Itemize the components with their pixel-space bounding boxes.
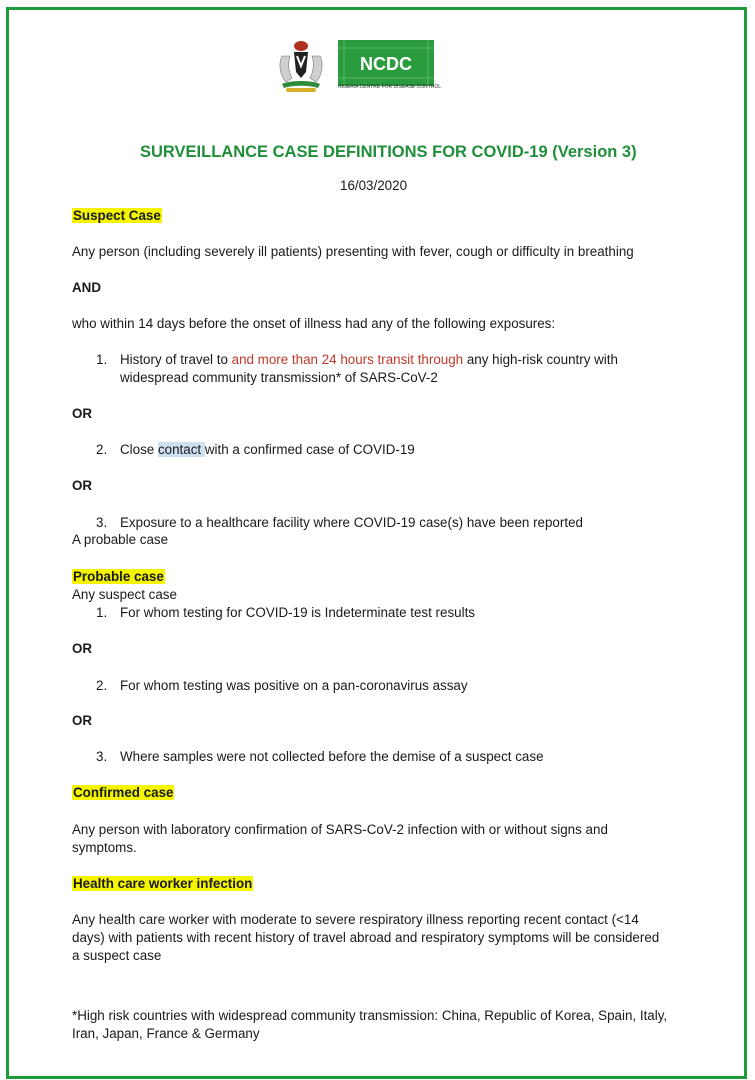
suspect-item-2: Close contact with a confirmed case of COVID-19 (120, 442, 415, 457)
suspect-item-3: Exposure to a healthcare facility where COVID-19 case(s) have been reported (120, 515, 583, 530)
or-label: OR (72, 478, 93, 493)
list-number: 3. (96, 749, 108, 764)
list-number: 2. (96, 678, 108, 693)
footnote-line-2: Iran, Japan, France & Germany (72, 1026, 260, 1041)
exposure-intro: who within 14 days before the onset of illness had any of the following exposures: (72, 316, 556, 331)
confirmed-line-1: Any person with laboratory confirmation of SARS-CoV-2 infection with or without signs and (72, 822, 608, 837)
suspect-item-1: History of travel to and more than 24 hours transit through any high-risk country with (120, 352, 618, 367)
confirmed-heading: Confirmed case (73, 785, 174, 800)
list-number: 1. (96, 605, 108, 620)
probable-heading: Probable case (73, 569, 164, 584)
hcw-heading: Health care worker infection (73, 876, 253, 891)
probable-item-3: Where samples were not collected before the demise of a suspect case (120, 749, 544, 764)
ncdc-logo-icon (338, 40, 434, 86)
suspect-heading: Suspect Case (73, 208, 161, 223)
ncdc-subtitle: NIGERIA CENTRE FOR DISEASE CONTROL (338, 84, 442, 90)
list-number: 1. (96, 352, 108, 367)
or-label: OR (72, 713, 93, 728)
probable-item-2: For whom testing was positive on a pan-coronavirus assay (120, 678, 468, 693)
hcw-line-1: Any health care worker with moderate to severe respiratory illness reporting recent contact (<14 (72, 912, 639, 927)
and-label: AND (72, 280, 102, 295)
suspect-intro: Any person (including severely ill patients) presenting with fever, cough or difficulty in breathing (72, 244, 634, 259)
probable-note: A probable case (72, 532, 169, 547)
coat-of-arms-icon (272, 38, 330, 94)
suspect-item-1-line2: widespread community transmission* of SARS-CoV-2 (120, 370, 438, 385)
page-title: SURVEILLANCE CASE DEFINITIONS FOR COVID-19 (Version 3) (140, 143, 637, 161)
hcw-line-3: a suspect case (72, 948, 162, 963)
hcw-line-2: days) with patients with recent history of travel abroad and respiratory symptoms will be considered (72, 930, 660, 945)
or-label: OR (72, 641, 93, 656)
list-number: 3. (96, 515, 108, 530)
list-number: 2. (96, 442, 108, 457)
ncdc-logo-text: NCDC (360, 54, 412, 74)
probable-intro: Any suspect case (72, 587, 177, 602)
footnote-line-1: *High risk countries with widespread community transmission: China, Republic of Korea, Spain, Italy, (72, 1008, 668, 1023)
or-label: OR (72, 406, 93, 421)
probable-item-1: For whom testing for COVID-19 is Indeterminate test results (120, 605, 475, 620)
confirmed-line-2: symptoms. (72, 840, 137, 855)
document-date: 16/03/2020 (340, 178, 408, 193)
